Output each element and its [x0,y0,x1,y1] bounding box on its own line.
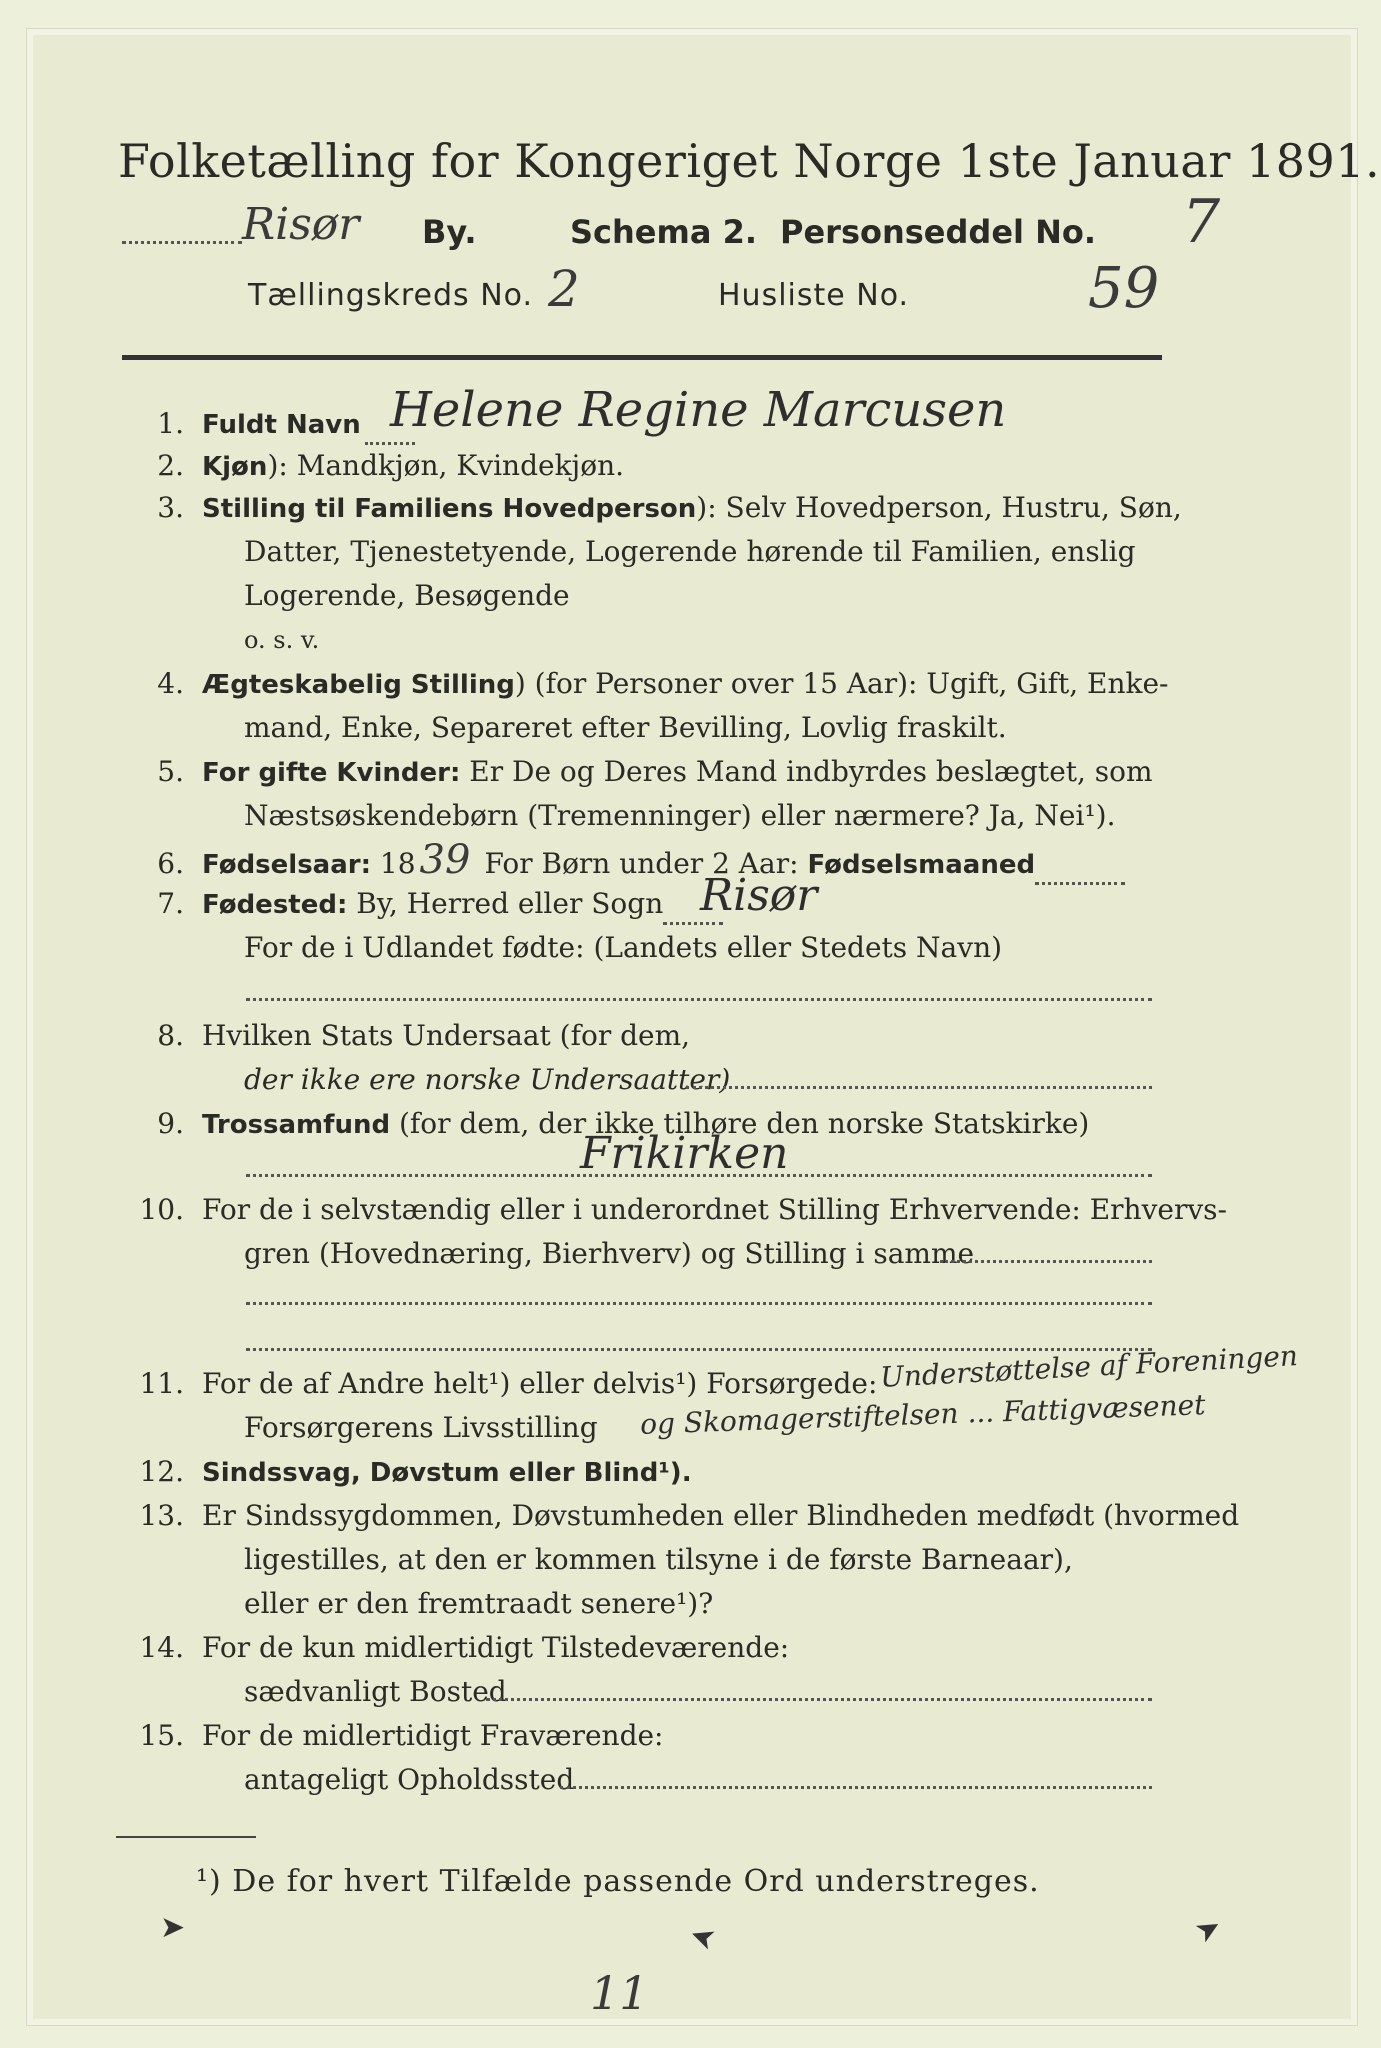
field-5 [132,752,1172,793]
corner-mark-right-icon: ➤ [1188,1908,1229,1951]
field-number: 3. [157,491,184,524]
field-label: Fødested: [202,890,348,920]
field-number: 8. [157,1019,184,1052]
birth-year-value: 39 [419,837,471,883]
field-3-line-3: Logerende, Besøgende [244,579,570,612]
personseddel-label: Personseddel No. [780,213,1097,251]
field-label: Kjøn [202,452,268,482]
field-number: 12. [139,1455,184,1488]
field-number: 2. [157,449,184,482]
field-number: 6. [157,847,184,880]
religion-value: Frikirken [580,1128,789,1179]
field-label: Fødselsmaaned [807,850,1036,880]
field-14 [132,1628,1172,1668]
field-number: 9. [157,1107,184,1140]
provider-occupation-value: og Skomagerstiftelsen ... Fattigvæsenet [639,1388,1206,1441]
schema-label: Schema 2. [570,213,757,251]
field-text: Er De og Deres Mand indbyrdes beslægtet, som [469,755,1153,788]
field-text: ): Mandkjøn, Kvindekjøn. [267,449,625,482]
field-6 [132,837,1172,885]
field-number: 4. [157,667,184,700]
field-3-line-4: o. s. v. [244,626,320,654]
field-number: 1. [157,407,184,440]
field-number: 15. [139,1719,184,1752]
kreds-label: Tællingskreds No. [248,278,533,313]
field-text: By, Herred eller Sogn [356,887,664,920]
field-14-dots [486,1696,1152,1701]
corner-mark-left-icon: ➤ [160,1910,186,1945]
place-dots [122,239,242,244]
field-label: Trossamfund [202,1110,391,1140]
field-text: ) (for Personer over 15 Aar): Ugift, Gift, Enke- [514,667,1169,700]
field-7-line-2: For de i Udlandet fødte: (Landets eller Stedets Navn) [244,931,1003,964]
field-label: Fuldt Navn [202,410,361,440]
field-15-line-2: antageligt Opholdssted [244,1763,575,1796]
header-rule [122,355,1162,360]
field-2 [132,446,1172,487]
field-7-dots [246,996,1152,1001]
field-text: For de af Andre helt¹) eller delvis¹) Forsørgede: [202,1367,878,1400]
footnote-rule [116,1836,256,1838]
field-9-dots [246,1172,1152,1177]
field-10-dots-3 [246,1346,1152,1351]
field-text: ): Selv Hovedperson, Hustru, Søn, [696,491,1182,524]
field-14-line-2: sædvanligt Bosted [244,1675,507,1708]
field-text: Hvilken Stats Undersaat (for dem, [202,1019,691,1052]
field-text: For de kun midlertidigt Tilstedeværende: [202,1631,790,1664]
field-text: For de i selvstændig eller i underordnet Stilling Erhvervende: Erhvervs- [202,1193,1228,1226]
field-7 [132,884,1172,925]
field-number: 14. [139,1631,184,1664]
field-label: Ægteskabelig Stilling [202,670,515,700]
husliste-value: 59 [1088,256,1160,321]
personseddel-value: 7 [1182,187,1221,257]
footnote: ¹) De for hvert Tilfælde passende Ord understreges. [196,1864,1040,1899]
field-label: Stilling til Familiens Hovedperson [202,494,697,524]
full-name-value: Helene Regine Marcusen [390,382,1007,438]
field-13-line-2: ligestilles, at den er kommen tilsyne i de første Barneaar), [244,1543,1073,1576]
field-text: Sindssvag, Døvstum eller Blind¹). [202,1458,692,1488]
field-3 [132,488,1182,529]
field-13-line-3: eller er den fremtraadt senere¹)? [244,1587,714,1620]
field-8 [132,1016,1172,1056]
field-number: 7. [157,887,184,920]
field-number: 11. [139,1367,184,1400]
form-title: Folketælling for Kongeriget Norge 1ste Januar 1891. [118,134,1381,188]
field-10-dots-1 [940,1258,1152,1263]
field-number: 5. [157,755,184,788]
field-number: 10. [139,1193,184,1226]
field-10 [132,1190,1228,1230]
kreds-value: 2 [548,260,580,318]
supported-by-value: Understøttelse af Foreningen [879,1339,1299,1394]
field-3-line-2: Datter, Tjenestetyende, Logerende hørende til Familien, enslig [244,535,1136,568]
field-10-dots-2 [246,1300,1152,1305]
birthplace-value: Risør [700,870,818,921]
header-line-1 [122,187,1221,265]
field-label: Fødselsaar: [202,850,371,880]
field-8-line-2: der ikke ere norske Undersaatter) [244,1063,731,1096]
field-15-dots [560,1784,1152,1789]
field-dots [365,440,415,445]
field-4 [132,664,1172,705]
field-text: For de midlertidigt Fraværende: [202,1719,664,1752]
field-13 [132,1496,1240,1536]
field-text: For Børn under 2 Aar: [484,847,799,880]
year-prefix: 18 [379,847,416,880]
field-label: For gifte Kvinder: [202,758,461,788]
husliste-label: Husliste No. [718,278,910,313]
field-15 [132,1716,1172,1756]
field-8-dots [686,1084,1152,1089]
header-line-2 [248,256,1160,330]
field-text: (for dem, der ikke tilhøre den norske Statskirke) [399,1107,1090,1140]
place-value: Risør [242,199,360,250]
page-mark: 11 [590,1966,649,2020]
corner-mark-center-icon: ➤ [684,1916,721,1959]
by-label: By. [422,213,477,251]
field-number: 13. [139,1499,184,1532]
field-12 [132,1452,1172,1493]
field-11-line-2: Forsørgerens Livsstilling [244,1411,598,1444]
field-10-line-2: gren (Hovednæring, Bierhverv) og Stilling i samme [244,1237,975,1270]
field-4-line-2: mand, Enke, Separeret efter Bevilling, Lovlig fraskilt. [244,711,1007,744]
field-text: Er Sindssygdommen, Døvstumheden eller Blindheden medfødt (hvormed [202,1499,1240,1532]
field-5-line-2: Næstsøskendebørn (Tremenninger) eller nærmere? Ja, Nei¹). [244,799,1116,832]
